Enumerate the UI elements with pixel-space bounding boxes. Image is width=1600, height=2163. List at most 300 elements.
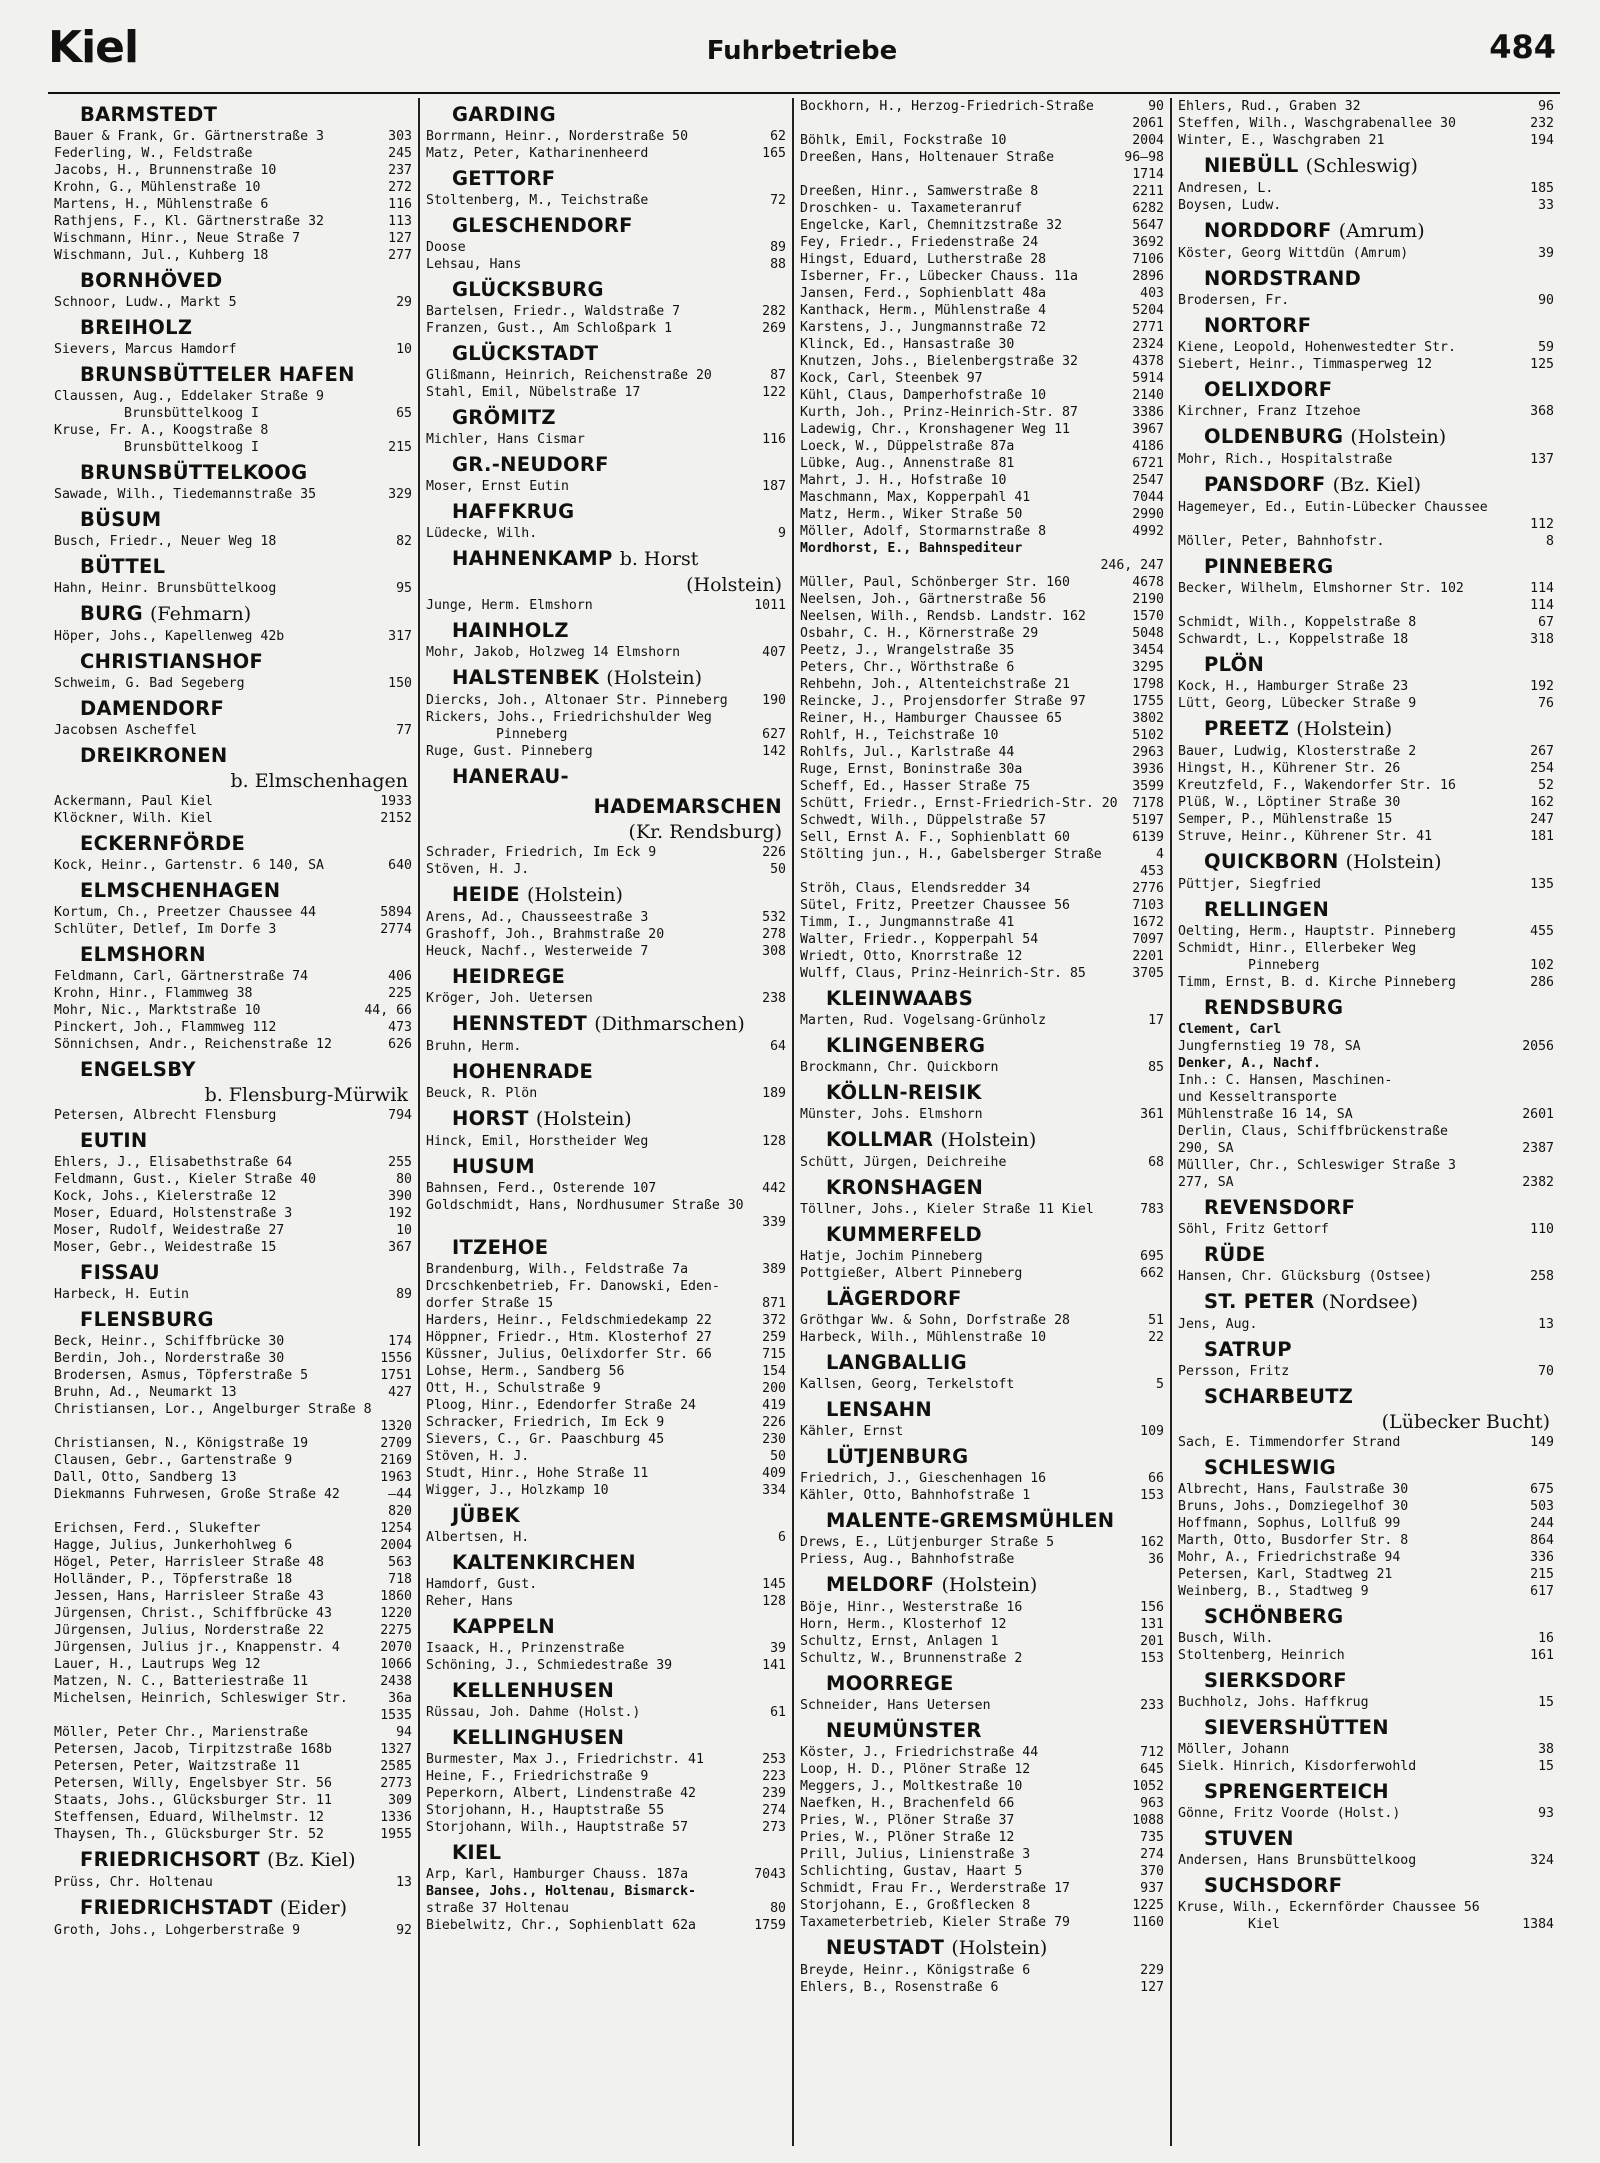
town-name: LÄGERDORF: [826, 1287, 962, 1310]
listing-name-address: Neelsen, Wilh., Rendsb. Landstr. 162: [800, 609, 1086, 624]
listing-name-address: Rathjens, F., Kl. Gärtnerstraße 32: [54, 214, 324, 229]
town-name: MALENTE-GREMSMÜHLEN: [826, 1509, 1115, 1532]
listing-name-address: Diercks, Joh., Altonaer Str. Pinneberg: [426, 693, 728, 708]
listing-name-address: Matz, Peter, Katharinenheerd: [426, 146, 649, 161]
town-heading: [426, 881, 786, 909]
phone-number: 229: [1140, 1963, 1164, 1978]
phone-number: 4: [1156, 847, 1164, 862]
listing-entry: [426, 192, 786, 209]
listing-name-address: Sach, E. Timmendorfer Strand: [1178, 1435, 1401, 1450]
town-name: DAMENDORF: [80, 697, 225, 720]
town-heading: [800, 985, 1164, 1012]
town-name: MOORREGE: [826, 1672, 954, 1695]
listing-entry: [1178, 245, 1554, 262]
town-name: KELLINGHUSEN: [452, 1726, 625, 1749]
town-name: HENNSTEDT: [452, 1012, 588, 1035]
town-heading: [426, 1724, 786, 1751]
phone-number: 1052: [1132, 1779, 1164, 1794]
listing-entry: [54, 1809, 412, 1826]
listing-entry: [426, 1431, 786, 1448]
listing-entry: [54, 904, 412, 921]
phone-number: 427: [388, 1385, 412, 1400]
listing-name-address: Feldmann, Carl, Gärtnerstraße 74: [54, 969, 309, 984]
listing-name-address: Petersen, Jacob, Tirpitzstraße 168b: [54, 1742, 332, 1757]
listing-name-address: Christiansen, Lor., Angelburger Straße 8: [54, 1402, 372, 1417]
phone-number: [1158, 540, 1164, 557]
town-heading: [800, 1396, 1164, 1423]
town-heading: [426, 963, 786, 990]
town-name: SIERKSDORF: [1204, 1669, 1347, 1692]
listing-name-address: Hatje, Jochim Pinneberg: [800, 1249, 983, 1264]
town-heading: [426, 545, 786, 573]
phone-number: 4678: [1132, 575, 1164, 590]
listing-name-address: Friedrich, J., Gieschenhagen 16: [800, 1471, 1047, 1486]
listing-name-address: Clausen, Gebr., Gartenstraße 9: [54, 1453, 293, 1468]
listing-entry: [1178, 292, 1554, 309]
town-heading: [800, 1126, 1164, 1154]
listing-entry: [800, 166, 1164, 183]
listing-name-address: Osbahr, C. H., Körnerstraße 29: [800, 626, 1039, 641]
phone-number: 1535: [380, 1708, 412, 1723]
listing-name-address: Harbeck, H. Eutin: [54, 1287, 189, 1302]
town-heading: [54, 506, 412, 533]
listing-entry: [54, 1154, 412, 1171]
phone-number: 137: [1530, 452, 1554, 467]
phone-number: 192: [388, 1206, 412, 1221]
phone-number: 367: [388, 1240, 412, 1255]
listing-name-address: Möller, Johann: [1178, 1742, 1290, 1757]
listing-name-address: Staats, Johs., Glücksburger Str. 11: [54, 1793, 332, 1808]
town-name: HAFFKRUG: [452, 500, 575, 523]
listing-entry: [800, 1829, 1164, 1846]
listing-name-address: Bahnsen, Ferd., Osterende 107: [426, 1181, 657, 1196]
phone-number: 36a: [388, 1691, 412, 1706]
listing-entry: [54, 162, 412, 179]
listing-name-address: [54, 1503, 382, 1520]
listing-entry: [1178, 1498, 1554, 1515]
listing-name-address: Böhlk, Emil, Fockstraße 10: [800, 133, 1007, 148]
listing-entry: [1178, 597, 1554, 614]
phone-number: 2776: [1132, 881, 1164, 896]
listing-entry: [54, 1690, 412, 1707]
town-heading: [54, 695, 412, 722]
listing-name-address: Struve, Heinr., Kührener Str. 41: [1178, 829, 1433, 844]
phone-number: 39: [770, 1641, 786, 1656]
listing-name-address: Ehlers, J., Elisabethstraße 64: [54, 1155, 293, 1170]
town-name: KÖLLN-REISIK: [826, 1081, 982, 1104]
listing-name-address: Kallsen, Georg, Terkelstoft: [800, 1377, 1015, 1392]
phone-number: 1714: [1132, 167, 1164, 182]
town-name: GR.-NEUDORF: [452, 453, 609, 476]
town-name: KRONSHAGEN: [826, 1176, 984, 1199]
listing-name-address: Ladewig, Chr., Kronshagener Weg 11: [800, 422, 1070, 437]
phone-number: 272: [388, 180, 412, 195]
listing-entry: [800, 625, 1164, 642]
phone-number: 64: [770, 1039, 786, 1054]
listing-entry: [426, 1576, 786, 1593]
listing-name-address: Lübke, Aug., Annenstraße 81: [800, 456, 1015, 471]
phone-number: 372: [762, 1313, 786, 1328]
listing-name-address: Bockhorn, H., Herzog-Friedrich-Straße: [800, 99, 1094, 114]
listing-entry: [54, 1639, 412, 1656]
page-header: [48, 22, 1556, 82]
listing-entry: [800, 1599, 1164, 1616]
listing-entry: [800, 1914, 1164, 1931]
phone-number: 116: [388, 197, 412, 212]
listing-name-address: Rohlf, H., Teichstraße 10: [800, 728, 999, 743]
listing-name-address: Weinberg, B., Stadtweg 9: [1178, 1584, 1369, 1599]
phone-number: 783: [1140, 1202, 1164, 1217]
listing-name-address: Gröthgar Ww. & Sohn, Dorfstraße 28: [800, 1313, 1070, 1328]
listing-name-address: Stahl, Emil, Nübelstraße 17: [426, 385, 641, 400]
listing-name-address: Storjohann, Wilh., Hauptstraße 57: [426, 1820, 689, 1835]
town-name: SCHLESWIG: [1204, 1456, 1336, 1479]
phone-number: 77: [396, 723, 412, 738]
listing-entry: [426, 431, 786, 448]
listing-name-address: Bartelsen, Friedr., Waldstraße 7: [426, 304, 681, 319]
listing-entry: [426, 644, 786, 661]
listing-name-address: Ehlers, B., Rosenstraße 6: [800, 1980, 999, 1995]
listing-name-address: [54, 1418, 374, 1435]
town-heading: [426, 617, 786, 644]
phone-number: 247: [1530, 812, 1554, 827]
listing-entry: [800, 1863, 1164, 1880]
listing-entry: [800, 812, 1164, 829]
town-name: FRIEDRICHSTADT: [80, 1896, 273, 1919]
listing-name-address: Petersen, Willy, Engelsbyer Str. 56: [54, 1776, 332, 1791]
listing-name-address: Sawade, Wilh., Tiedemannstraße 35: [54, 487, 317, 502]
listing-entry: [54, 1435, 412, 1452]
phone-number: 145: [762, 1577, 786, 1592]
town-name: KUMMERFELD: [826, 1223, 983, 1246]
town-name: REVENSDORF: [1204, 1196, 1356, 1219]
listing-entry: [54, 1874, 412, 1891]
town-name: BURG: [80, 602, 143, 625]
listing-name-address: Engelcke, Karl, Chemnitzstraße 32: [800, 218, 1063, 233]
listing-name-address: Storjohann, E., Großflecken 8: [800, 1898, 1031, 1913]
phone-number: 2201: [1132, 949, 1164, 964]
listing-entry: [426, 1768, 786, 1785]
listing-entry: [800, 1697, 1164, 1714]
listing-entry: [800, 1650, 1164, 1667]
listing-entry: [426, 1397, 786, 1414]
listing-name-address: Buchholz, Johs. Haffkrug: [1178, 1695, 1369, 1710]
listing-name-address: Taxameterbetrieb, Kieler Straße 79: [800, 1915, 1070, 1930]
column-3: [792, 98, 1170, 2146]
listing-name-address: Diekmanns Fuhrwesen, Große Straße 42: [54, 1487, 340, 1502]
listing-entry: [54, 533, 412, 550]
phone-number: 162: [1140, 1535, 1164, 1550]
phone-number: 334: [762, 1483, 786, 1498]
phone-number: 389: [762, 1262, 786, 1277]
town-heading: [800, 1670, 1164, 1697]
listing-name-address: Marten, Rud. Vogelsang-Grünholz: [800, 1013, 1047, 1028]
phone-number: 1327: [380, 1742, 412, 1757]
town-name: JÜBEK: [452, 1504, 520, 1527]
listing-name-address: Bauer, Ludwig, Klosterstraße 2: [1178, 744, 1417, 759]
listing-entry: [1178, 695, 1554, 712]
phone-number: 90: [1538, 293, 1554, 308]
town-heading: [800, 1079, 1164, 1106]
listing-entry: [54, 1036, 412, 1053]
phone-number: 1798: [1132, 677, 1164, 692]
listing-entry: [54, 985, 412, 1002]
listing-entry: [54, 1401, 412, 1418]
listing-name-address: Winter, E., Waschgraben 21: [1178, 133, 1385, 148]
listing-name-address: Sönnichsen, Andr., Reichenstraße 12: [54, 1037, 332, 1052]
listing-entry: [426, 743, 786, 760]
town-heading: [54, 553, 412, 580]
phone-number: [1548, 1072, 1554, 1089]
phone-number: 67: [1538, 615, 1554, 630]
phone-number: [1548, 1021, 1554, 1038]
town-heading: [1178, 1241, 1554, 1268]
listing-name-address: [54, 1707, 374, 1724]
listing-name-address: Loeck, W., Düppelstraße 87a: [800, 439, 1015, 454]
phone-number: 2140: [1132, 388, 1164, 403]
listing-name-address: Grashoff, Joh., Brahmstraße 20: [426, 927, 665, 942]
phone-number: 675: [1530, 1482, 1554, 1497]
listing-name-address: Schultz, W., Brunnenstraße 2: [800, 1651, 1023, 1666]
phone-number: 2324: [1132, 337, 1164, 352]
listing-entry: [1178, 1805, 1554, 1822]
listing-entry: [426, 384, 786, 401]
phone-number: 96: [1538, 99, 1554, 114]
town-qualifier: (Eider): [279, 1897, 347, 1919]
phone-number: 102: [1530, 958, 1554, 973]
town-heading: [1178, 553, 1554, 580]
phone-number: 695: [1140, 1249, 1164, 1264]
listing-name-address: Jessen, Hans, Harrisleer Straße 43: [54, 1589, 324, 1604]
listing-name-address: Kortum, Ch., Preetzer Chaussee 44: [54, 905, 317, 920]
listing-name-address: Ott, H., Schulstraße 9: [426, 1381, 601, 1396]
listing-name-address: Michelsen, Heinrich, Schleswiger Str.: [54, 1691, 348, 1706]
listing-name-address: Kruse, Wilh., Eckernförder Chaussee 56: [1178, 1900, 1480, 1915]
town-heading: [54, 314, 412, 341]
phone-number: 201: [1140, 1634, 1164, 1649]
phone-number: 189: [762, 1086, 786, 1101]
town-qualifier: (Nordsee): [1321, 1291, 1418, 1313]
town-name: HAHNENKAMP: [452, 547, 613, 570]
listing-entry: [800, 489, 1164, 506]
listing-name-address: Prüss, Chr. Holtenau: [54, 1875, 213, 1890]
listing-name-address: Lehsau, Hans: [426, 257, 522, 272]
town-name: HAINHOLZ: [452, 619, 569, 642]
listing-name-address: Köster, Georg Wittdün (Amrum): [1178, 246, 1409, 261]
listing-entry: [54, 1707, 412, 1724]
listing-name-address: Heine, F., Friedrichstraße 9: [426, 1769, 649, 1784]
listing-name-address: Schöning, J., Schmiedestraße 39: [426, 1658, 673, 1673]
phone-number: 76: [1538, 696, 1554, 711]
town-heading: [426, 1677, 786, 1704]
listing-entry: [426, 726, 786, 743]
listing-entry: [1178, 403, 1554, 420]
listing-name-address: Plüß, W., Löptiner Straße 30: [1178, 795, 1401, 810]
listing-entry: [1178, 1647, 1554, 1664]
listing-entry: [54, 128, 412, 145]
listing-entry: [800, 1059, 1164, 1076]
phone-number: 13: [1538, 1317, 1554, 1332]
town-heading: [1178, 651, 1554, 678]
town-heading: [54, 648, 412, 675]
phone-number: 563: [388, 1555, 412, 1570]
phone-number: 5894: [380, 905, 412, 920]
town-qualifier: (Bz. Kiel): [1332, 474, 1422, 496]
listing-name-address: Heuck, Nachf., Westerweide 7: [426, 944, 649, 959]
listing-name-address: Mordhorst, E., Bahnspediteur: [800, 541, 1023, 556]
listing-name-address: Burmester, Max J., Friedrichstr. 41: [426, 1752, 704, 1767]
listing-name-address: Federling, W., Feldstraße: [54, 146, 253, 161]
town-name: ECKERNFÖRDE: [80, 832, 246, 855]
listing-name-address: Mühlenstraße 16 14, SA: [1178, 1107, 1353, 1122]
listing-name-address: Petersen, Karl, Stadtweg 21: [1178, 1567, 1393, 1582]
listing-name-address: Loop, H. D., Plöner Straße 12: [800, 1762, 1031, 1777]
listing-entry: [54, 1002, 412, 1019]
phone-number: 153: [1140, 1651, 1164, 1666]
listing-name-address: Dall, Otto, Sandberg 13: [54, 1470, 237, 1485]
phone-number: 2896: [1132, 269, 1164, 284]
listing-name-address: Drews, E., Lütjenburger Straße 5: [800, 1535, 1055, 1550]
listing-entry: [800, 455, 1164, 472]
town-name: NIEBÜLL: [1204, 154, 1299, 177]
listing-entry: [426, 1214, 786, 1231]
phone-number: 274: [762, 1803, 786, 1818]
phone-number: 7043: [754, 1867, 786, 1882]
listing-entry: [54, 968, 412, 985]
phone-number: 1672: [1132, 915, 1164, 930]
phone-number: 329: [388, 487, 412, 502]
listing-name-address: Timm, Ernst, B. d. Kirche Pinneberg: [1178, 975, 1456, 990]
listing-name-address: Breyde, Heinr., Königstraße 6: [800, 1963, 1031, 1978]
listing-entry: [54, 921, 412, 938]
phone-number: 735: [1140, 1830, 1164, 1845]
listing-entry: [426, 1657, 786, 1674]
phone-number: 10: [396, 1223, 412, 1238]
listing-entry: [426, 1133, 786, 1150]
listing-name-address: Becker, Wilhelm, Elmshorner Str. 102: [1178, 581, 1464, 596]
listing-entry: [54, 1171, 412, 1188]
listing-entry: [800, 115, 1164, 132]
town-heading: [54, 1127, 412, 1154]
listing-name-address: Priess, Aug., Bahnhofstraße: [800, 1552, 1015, 1567]
listing-name-address: Christiansen, N., Königstraße 19: [54, 1436, 309, 1451]
listing-name-address: Pries, W., Plöner Straße 12: [800, 1830, 1015, 1845]
phone-number: 95: [396, 581, 412, 596]
town-heading: [800, 1032, 1164, 1059]
phone-number: 187: [762, 479, 786, 494]
listing-name-address: Kähler, Ernst: [800, 1424, 904, 1439]
phone-number: 871: [762, 1296, 786, 1311]
listing-name-address: Arens, Ad., Chausseestraße 3: [426, 910, 649, 925]
listing-entry: [1178, 132, 1554, 149]
town-qualifier: (Holstein): [527, 884, 623, 906]
listing-entry: [800, 676, 1164, 693]
column-4: [1170, 98, 1560, 2146]
listing-entry: [426, 128, 786, 145]
listing-entry: [54, 1622, 412, 1639]
town-heading: [800, 1507, 1164, 1534]
town-name: LANGBALLIG: [826, 1351, 967, 1374]
phone-number: 135: [1530, 877, 1554, 892]
town-qualifier: (Schleswig): [1305, 155, 1418, 177]
phone-number: 5102: [1132, 728, 1164, 743]
phone-number: 286: [1530, 975, 1554, 990]
town-qualifier: (Holstein): [1345, 851, 1442, 873]
listing-name-address: Kiel: [1248, 1917, 1280, 1932]
listing-entry: [800, 370, 1164, 387]
listing-entry: [54, 1826, 412, 1843]
town-heading: [54, 101, 412, 128]
phone-number: 50: [770, 862, 786, 877]
listing-entry: [54, 1286, 412, 1303]
phone-number: 237: [388, 163, 412, 178]
listing-name-address: Brandenburg, Wilh., Feldstraße 7a: [426, 1262, 689, 1277]
listing-name-address: Stöven, H. J.: [426, 862, 530, 877]
listing-entry: [1178, 98, 1554, 115]
town-name: ST. PETER: [1204, 1290, 1315, 1313]
phone-number: 2709: [380, 1436, 412, 1451]
listing-name-address: Busch, Wilh.: [1178, 1631, 1274, 1646]
listing-entry: [800, 1633, 1164, 1650]
listing-name-address: Mohr, Rich., Hospitalstraße: [1178, 452, 1393, 467]
phone-number: [1548, 1123, 1554, 1140]
phone-number: 1011: [754, 598, 786, 613]
phone-number: 1225: [1132, 1898, 1164, 1913]
listing-name-address: Dreeßen, Hinr., Samwerstraße 8: [800, 184, 1039, 199]
listing-entry: [800, 591, 1164, 608]
phone-number: 1336: [380, 1810, 412, 1825]
listing-entry: [54, 341, 412, 358]
listing-entry: [54, 294, 412, 311]
listing-entry: [800, 353, 1164, 370]
listing-name-address: Gönne, Fritz Voorde (Holst.): [1178, 1806, 1401, 1821]
phone-number: 149: [1530, 1435, 1554, 1450]
phone-number: [1548, 1899, 1554, 1916]
listing-entry: [54, 1724, 412, 1741]
listing-name-address: Schütt, Friedr., Ernst-Friedrich-Str. 20: [800, 796, 1118, 811]
listing-name-address: Wischmann, Jul., Kuhberg 18: [54, 248, 269, 263]
town-name: HEIDREGE: [452, 965, 566, 988]
phone-number: [406, 1401, 412, 1418]
listing-entry: [800, 183, 1164, 200]
phone-number: 131: [1140, 1617, 1164, 1632]
town-heading: [1178, 994, 1554, 1021]
phone-number: 794: [388, 1108, 412, 1123]
phone-number: 267: [1530, 744, 1554, 759]
listing-name-address: Arp, Karl, Hamburger Chauss. 187a: [426, 1867, 689, 1882]
listing-name-address: Küssner, Julius, Oelixdorfer Str. 66: [426, 1347, 712, 1362]
listing-name-address: Jens, Aug.: [1178, 1317, 1258, 1332]
phone-number: 2585: [380, 1759, 412, 1774]
listing-name-address: Petersen, Peter, Waitzstraße 11: [54, 1759, 301, 1774]
phone-number: 39: [1538, 246, 1554, 261]
phone-number: 2771: [1132, 320, 1164, 335]
listing-entry: [1178, 1123, 1554, 1140]
phone-number: 318: [1530, 632, 1554, 647]
phone-number: 13: [396, 1875, 412, 1890]
listing-entry: [1178, 974, 1554, 991]
listing-name-address: Prill, Julius, Linienstraße 3: [800, 1847, 1031, 1862]
town-name: SPRENGERTEICH: [1204, 1780, 1389, 1803]
listing-name-address: Groth, Johs., Lohgerberstraße 9: [54, 1923, 301, 1938]
phone-number: 226: [762, 1415, 786, 1430]
listing-name-address: Schmidt, Wilh., Koppelstraße 8: [1178, 615, 1417, 630]
listing-entry: [54, 1205, 412, 1222]
town-qualifier: (Holstein): [535, 1108, 632, 1130]
listing-name-address: Marth, Otto, Busdorfer Str. 8: [1178, 1533, 1409, 1548]
town-heading: [1178, 1778, 1554, 1805]
listing-entry: [800, 1897, 1164, 1914]
